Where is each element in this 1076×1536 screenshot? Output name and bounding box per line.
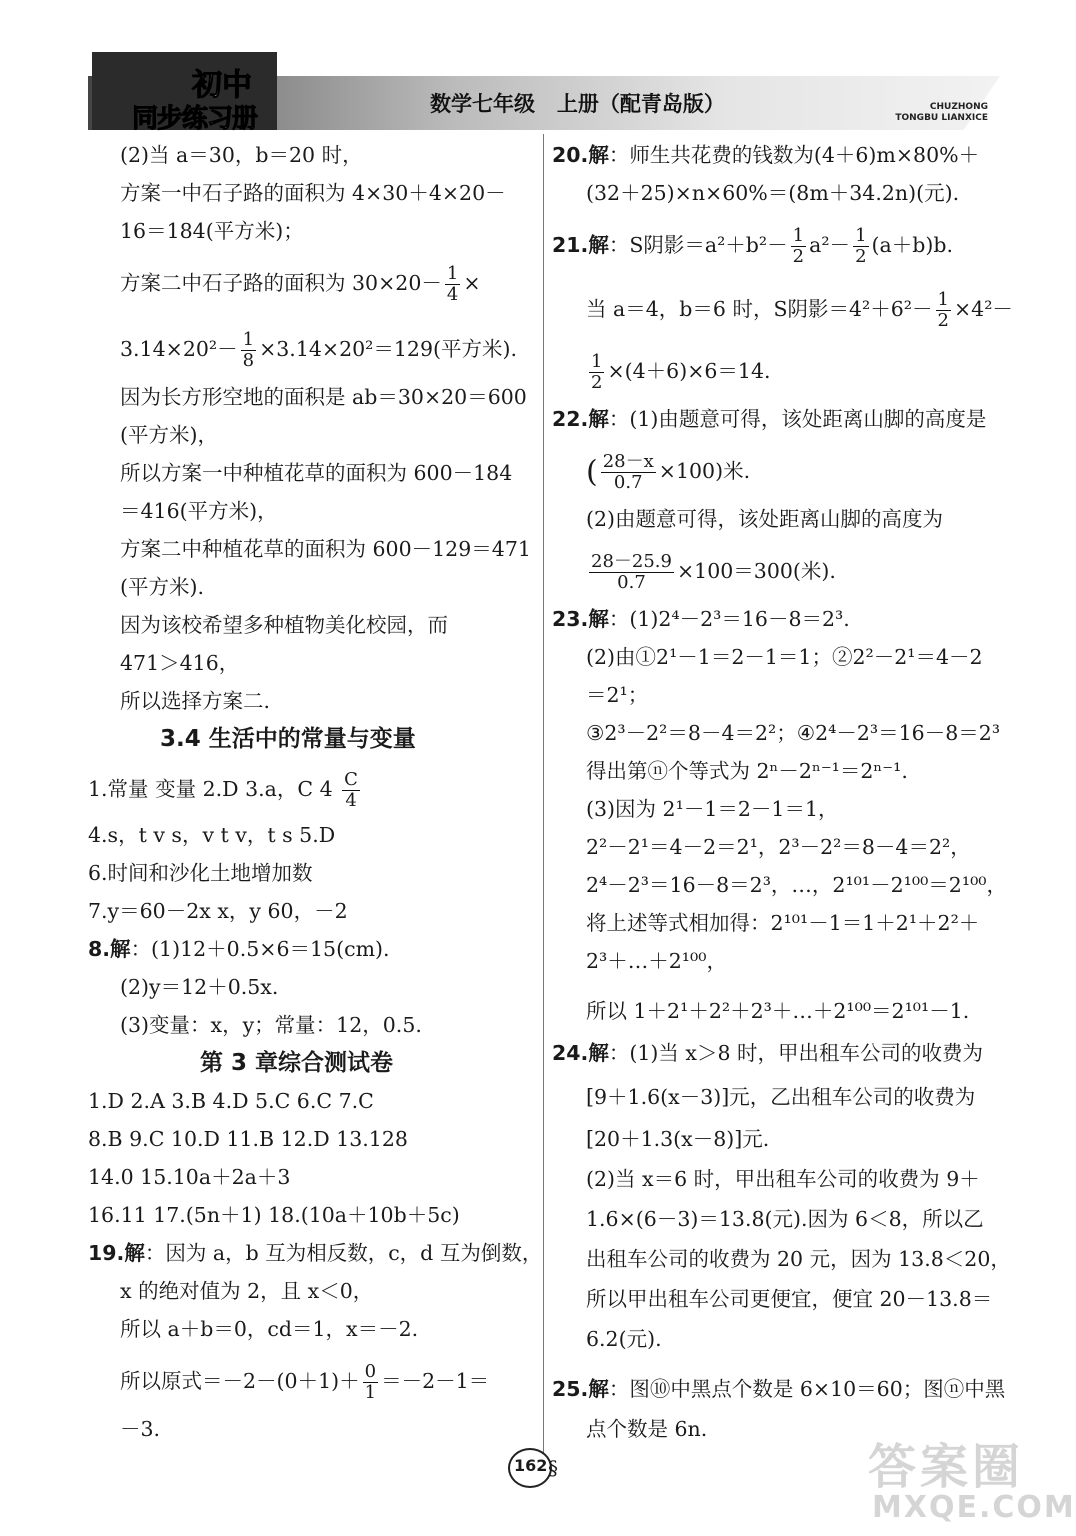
text-line: 当 a＝4，b＝6 时，S阴影＝4²＋6²－ $\frac{1}{2}$ ×4²－	[586, 289, 1013, 331]
text-line: 21.解：S阴影＝a²＋b²－ $\frac{1}{2}$ a²－ $\frac{1}{2}$ (a＋b)b.	[552, 225, 953, 267]
fraction: $\frac{0}{1}$	[364, 1361, 377, 1403]
section-heading-test: 第 3 章综合测试卷	[200, 1050, 394, 1076]
text-line: 1.D 2.A 3.B 4.D 5.C 6.C 7.C	[88, 1089, 374, 1113]
text-line: (2)由题意可得，该处距离山脚的高度为	[586, 507, 944, 531]
text-line: 1.6×(6－3)＝13.8(元).因为 6＜8，所以乙	[586, 1207, 984, 1231]
text-line: 20.解：师生共花费的钱数为(4＋6)m×80%＋	[552, 143, 980, 167]
text-line: 16.11 17.(5n＋1) 18.(10a＋10b＋5c)	[88, 1203, 460, 1227]
text-line: 4.s，t v s，v t v，t s 5.D	[88, 823, 336, 847]
section-heading-3-4: 3.4 生活中的常量与变量	[160, 726, 416, 752]
fraction: $\frac{C}{4}$	[344, 769, 358, 811]
text-line: $\frac{28-25.9}{0.7}$ ×100＝300(米).	[591, 551, 836, 593]
text-line: ( $\frac{28-x}{0.7}$ ×100)米.	[586, 451, 751, 493]
text-line: (2)当 a＝30，b＝20 时，	[120, 143, 363, 167]
text-line: x 的绝对值为 2，且 x＜0，	[120, 1279, 374, 1303]
fraction: $\frac{1}{4}$	[446, 263, 459, 305]
text-line: (2)由①2¹－1＝2－1＝1；②2²－2¹＝4－2	[586, 645, 983, 669]
text-line: 得出第ⓝ个等式为 2ⁿ－2ⁿ⁻¹＝2ⁿ⁻¹.	[586, 759, 908, 783]
text-line: 25.解：图⑩中黑点个数是 6×10＝60；图ⓝ中黑	[552, 1377, 1006, 1401]
text-line: ③2³－2²＝8－4＝2²；④2⁴－2³＝16－8＝2³	[586, 721, 1001, 745]
page-number-text: 162	[514, 1456, 548, 1475]
text-line: (平方米).	[120, 575, 205, 599]
text-line: 8.解：(1)12＋0.5×6＝15(cm).	[88, 937, 390, 961]
text-line: 19.解：因为 a，b 互为相反数，c，d 互为倒数，	[88, 1241, 543, 1265]
text-line: 因为该校希望多种植物美化校园，而	[120, 613, 448, 637]
page-ornament-icon: §	[548, 1456, 558, 1480]
text-line: 23.解：(1)2⁴－2³＝16－8＝2³.	[552, 607, 850, 631]
text-line: 6.2(元).	[586, 1327, 662, 1351]
text-line: (3)变量：x，y；常量：12，0.5.	[120, 1013, 422, 1037]
text-line: 所以方案一中种植花草的面积为 600－184	[120, 461, 513, 485]
text-line: －3.	[120, 1417, 161, 1441]
text-line: 将上述等式相加得：2¹⁰¹－1＝1＋2¹＋2²＋	[586, 911, 980, 935]
fraction: $\frac{1}{2}$	[792, 225, 805, 267]
fraction: $\frac{1}{2}$	[937, 289, 949, 331]
watermark-logo-text: 答案圈	[868, 1439, 1025, 1495]
watermark-url: MXQE.COM	[872, 1490, 1076, 1525]
text-line: 点个数是 6n.	[586, 1417, 708, 1441]
text-line: 所以 1＋2¹＋2²＋2³＋…＋2¹⁰⁰＝2¹⁰¹－1.	[586, 999, 970, 1023]
text-line: 16＝184(平方米)；	[120, 219, 304, 243]
text-line: (32＋25)×n×60%＝(8m＋34.2n)(元).	[586, 181, 960, 205]
book-logo	[92, 52, 277, 134]
text-line: 所以甲出租车公司更便宜，便宜 20－13.8＝	[586, 1287, 993, 1311]
text-line: ＝416(平方米)，	[120, 499, 278, 523]
text-line: 所以 a＋b＝0，cd＝1，x＝－2.	[120, 1317, 419, 1341]
text-line: 所以原式＝－2－(0＋1)＋ $\frac{0}{1}$ ＝－2－1＝	[120, 1361, 490, 1403]
text-line: 2³＋…＋2¹⁰⁰，	[586, 949, 727, 973]
logo-line1: 初中	[192, 68, 252, 103]
text-line: $\frac{1}{2}$ ×(4＋6)×6＝14.	[591, 351, 771, 393]
text-line: 方案一中石子路的面积为 4×30＋4×20－	[120, 181, 506, 205]
text-line: 471＞416，	[120, 651, 240, 675]
text-line: 14.0 15.10a＋2a＋3	[88, 1165, 291, 1189]
text-line: 7.y＝60－2x x，y 60，－2	[88, 899, 348, 923]
text-line: 3.14×20²－ $\frac{1}{8}$ ×3.14×20²＝129(平方米).	[120, 329, 518, 371]
text-line: [20＋1.3(x－8)]元.	[586, 1127, 770, 1151]
page-number	[508, 1448, 564, 1488]
book-title: 数学七年级 上册（配青岛版）	[430, 92, 725, 116]
text-line: (2)y＝12＋0.5x.	[120, 975, 279, 999]
watermark	[858, 1428, 1076, 1528]
fraction: $\frac{28-25.9}{0.7}$	[591, 551, 672, 593]
column-divider	[543, 134, 544, 1454]
text-line: (平方米)，	[120, 423, 218, 447]
pinyin-line1: CHUZHONG	[929, 102, 988, 112]
text-line: ＝2¹；	[586, 683, 649, 707]
text-line: 2²－2¹＝4－2＝2¹，2³－2²＝8－4＝2²，	[586, 835, 971, 859]
text-line: 因为长方形空地的面积是 ab＝30×20＝600	[120, 385, 527, 409]
text-line: 方案二中种植花草的面积为 600－129＝471	[120, 537, 531, 561]
text-line: 所以选择方案二.	[120, 689, 271, 713]
text-line: 22.解：(1)由题意可得，该处距离山脚的高度是	[552, 407, 987, 431]
page-header	[88, 48, 1000, 134]
text-line: [9＋1.6(x－3)]元，乙出租车公司的收费为	[586, 1085, 976, 1109]
fraction: $\frac{28-x}{0.7}$	[602, 451, 654, 493]
fraction: $\frac{1}{2}$	[591, 351, 603, 393]
text-line: 出租车公司的收费为 20 元，因为 13.8＜20，	[586, 1247, 1011, 1271]
text-line: (3)因为 2¹－1＝2－1＝1，	[586, 797, 839, 821]
fraction: $\frac{1}{2}$	[855, 225, 867, 267]
pinyin-line2: TONGBU LIANXICE	[895, 113, 988, 123]
text-line: 2⁴－2³＝16－8＝2³，…，2¹⁰¹－2¹⁰⁰＝2¹⁰⁰，	[586, 873, 1008, 897]
fraction: $\frac{1}{8}$	[242, 329, 255, 371]
text-line: 8.B 9.C 10.D 11.B 12.D 13.128	[88, 1127, 408, 1151]
text-line: 方案二中石子路的面积为 30×20－ $\frac{1}{4}$ ×	[120, 263, 481, 305]
text-line: 24.解：(1)当 x＞8 时，甲出租车公司的收费为	[552, 1041, 984, 1065]
text-line: 6.时间和沙化土地增加数	[88, 861, 313, 885]
text-line: 1.常量 变量 2.D 3.a，C 4 $\frac{C}{4}$	[88, 769, 358, 811]
logo-line2: 同步练习册	[132, 104, 258, 134]
book-title-pinyin	[895, 102, 988, 124]
text-line: (2)当 x＝6 时，甲出租车公司的收费为 9＋	[586, 1167, 980, 1191]
